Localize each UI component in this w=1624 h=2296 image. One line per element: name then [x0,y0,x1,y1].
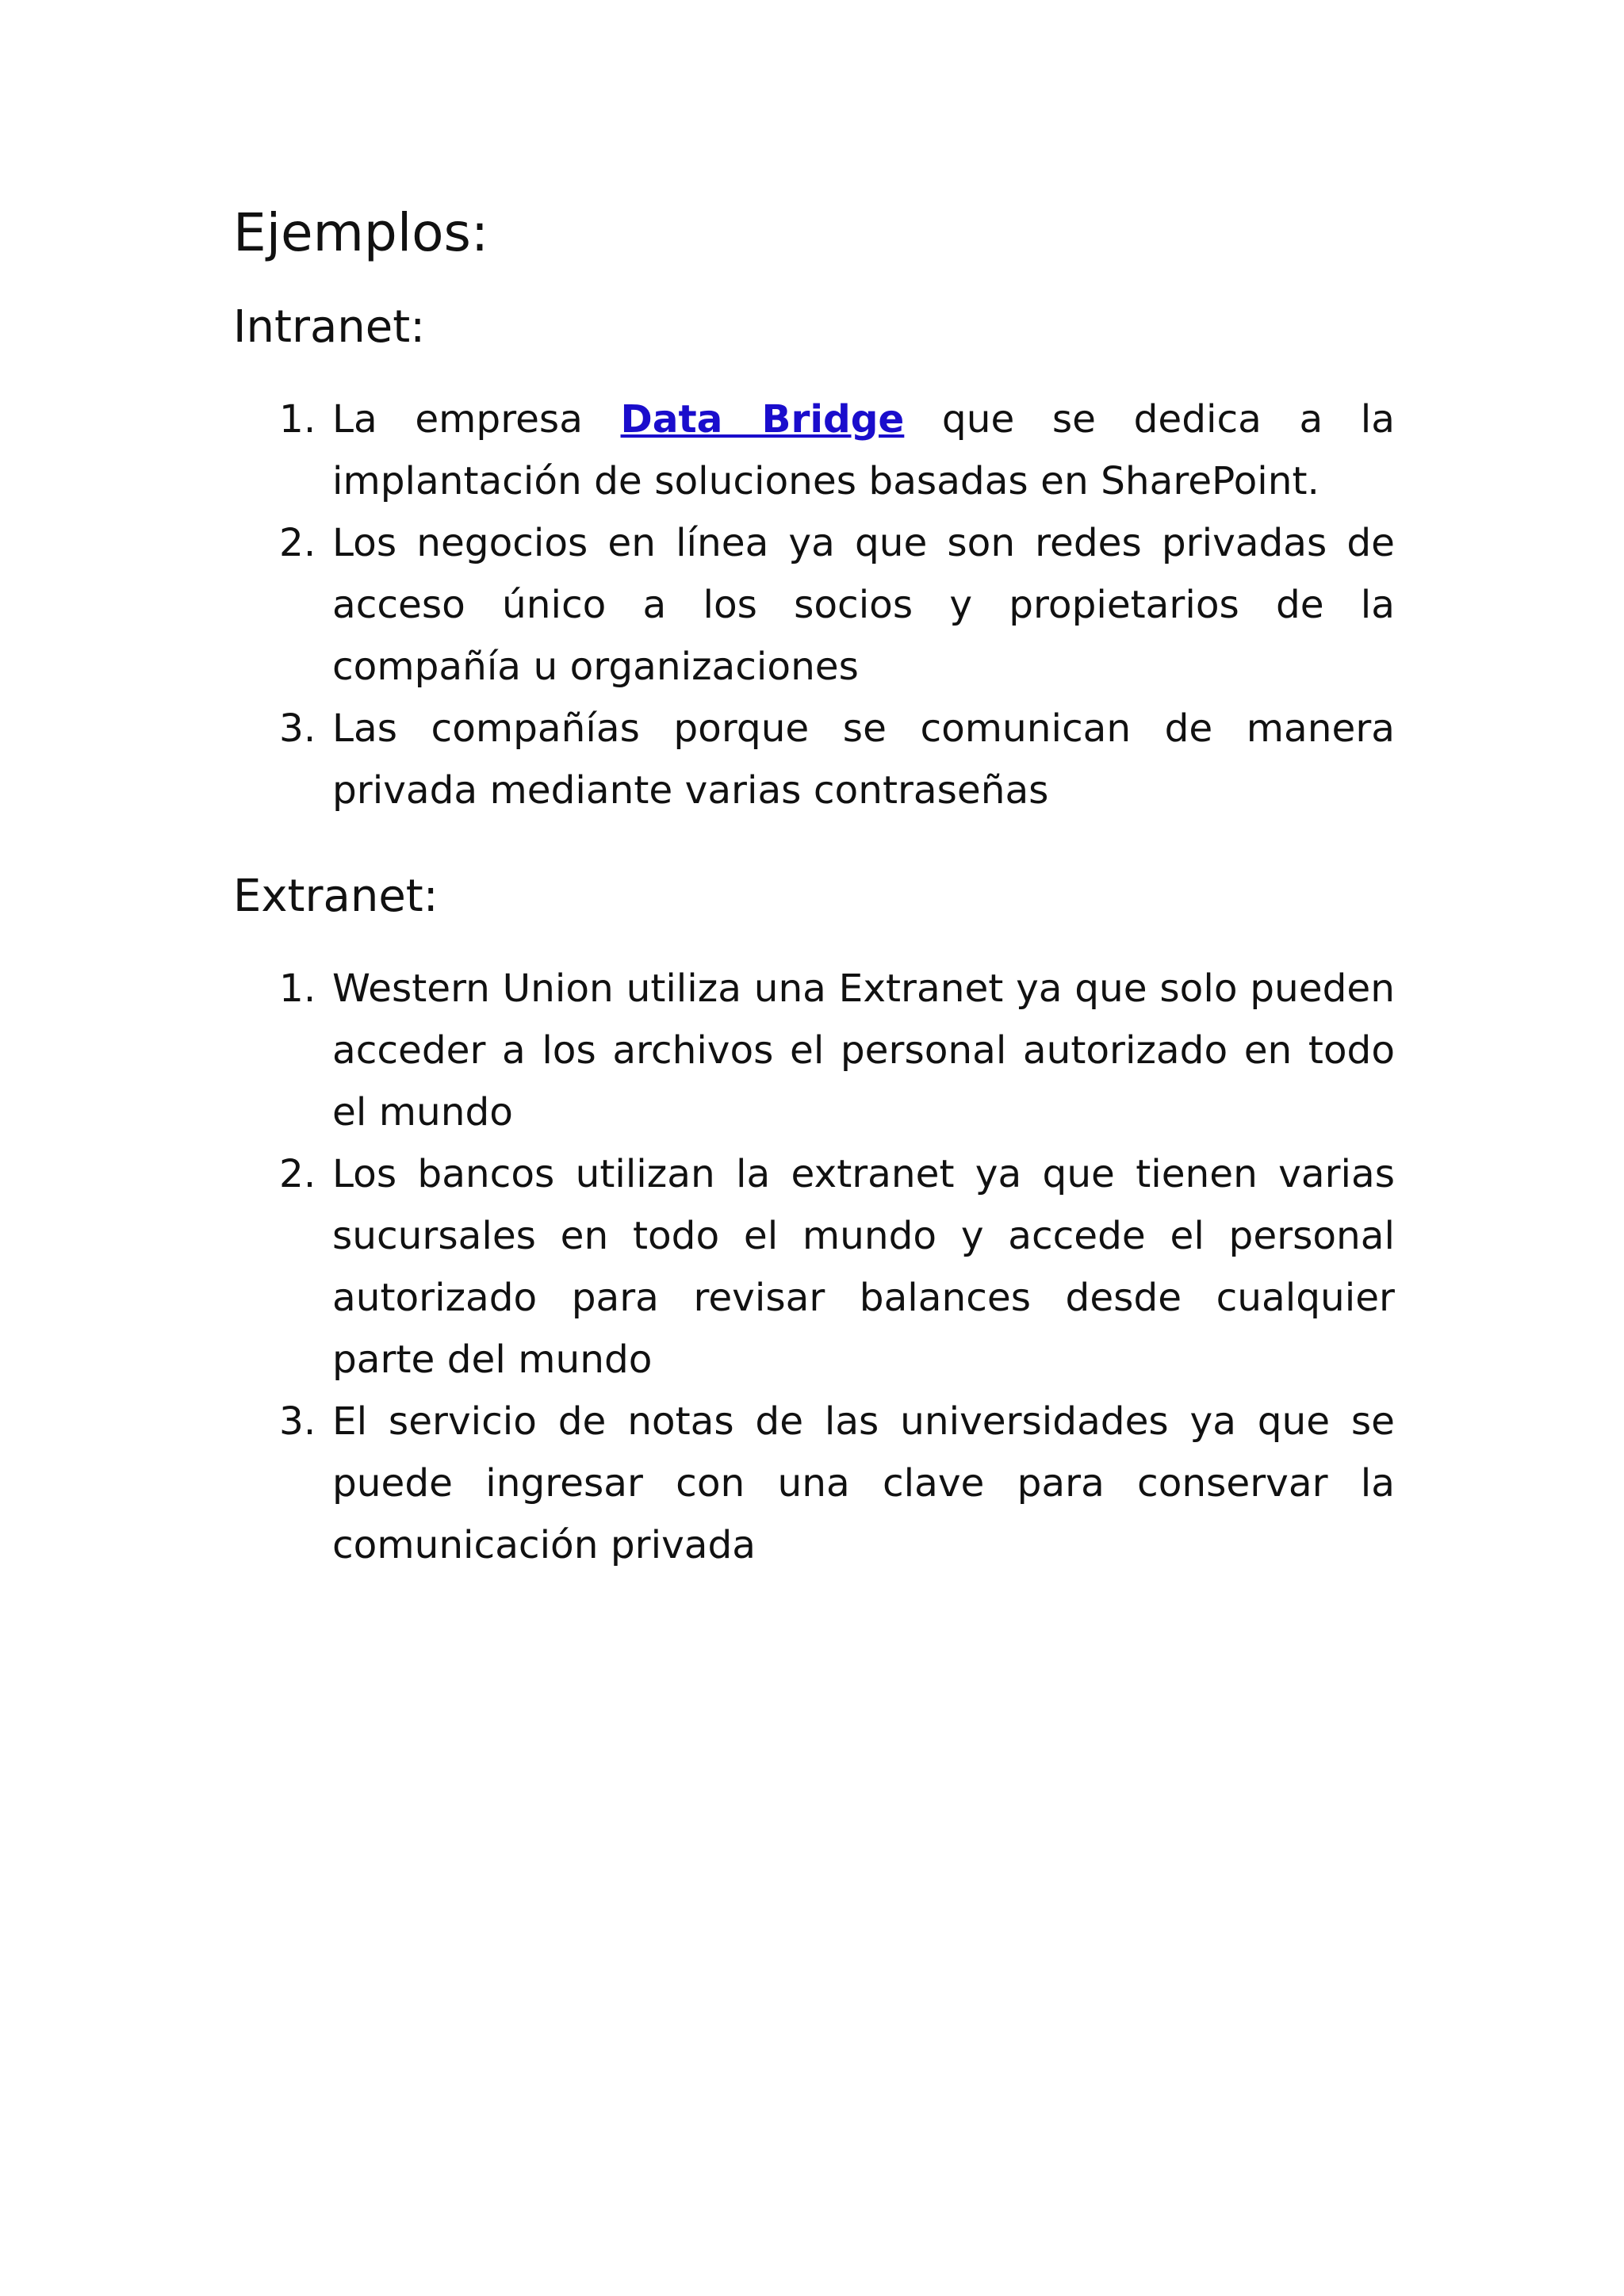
extranet-list [233,958,1395,1576]
list-item-text: Las compañías porque se comunican de manera privada mediante varias contraseñas [332,706,1395,813]
list-item [233,958,1395,1143]
list-item-number: 2. [279,1152,316,1196]
section-heading-extranet: Extranet: [233,871,439,922]
list-item-number: 1. [279,966,316,1011]
list-item-text: La empresa [332,397,621,442]
list-item-text: El servicio de notas de las universidades ya que se puede ingresar con una clave para conservar la comunicación privada [332,1399,1395,1567]
list-item-number: 2. [279,521,316,565]
section-heading-intranet: Intranet: [233,301,426,353]
intranet-list [233,388,1395,821]
list-item-number: 1. [279,397,316,442]
list-item [233,1391,1395,1576]
page-title: Ejemplos: [233,202,489,263]
document-content [233,197,1395,1576]
list-item [233,388,1395,512]
list-item-text: Los bancos utilizan la extranet ya que tienen varias sucursales en todo el mundo y accede el personal autorizado para revisar balances desde cualquier parte del mundo [332,1152,1395,1382]
list-item [233,698,1395,821]
list-item-text: Western Union utiliza una Extranet ya que solo pueden acceder a los archivos el personal autorizado en todo el mundo [332,966,1395,1135]
list-item-number: 3. [279,706,316,751]
list-item-number: 3. [279,1399,316,1444]
list-item [233,512,1395,698]
list-item-text: que se dedica a la implantación de soluciones basadas en SharePoint. [332,397,1395,503]
list-item-text: Los negocios en línea ya que son redes privadas de acceso único a los socios y propietarios de la compañía u organizaciones [332,521,1395,689]
data-bridge-link[interactable]: Data Bridge [620,397,905,442]
list-item [233,1143,1395,1391]
